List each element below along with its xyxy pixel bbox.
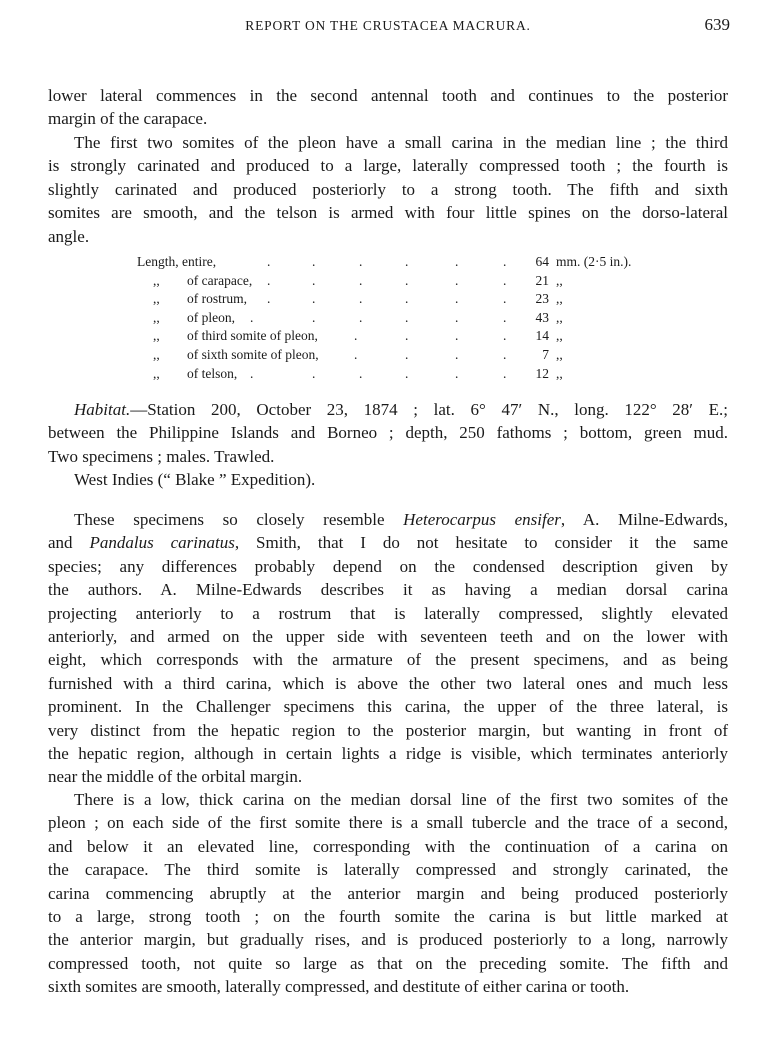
text-line [48, 578, 728, 601]
text-span: is strongly carinated and produced to a large, laterally compressed tooth ; the fourth is [48, 156, 728, 176]
text-line [48, 928, 728, 951]
table-row [137, 346, 657, 365]
measurement-label: of third somite of pleon, [187, 328, 318, 344]
measurement-value: 14 [535, 328, 549, 344]
dot: . [359, 291, 363, 307]
text-line [48, 742, 728, 765]
text-span: to a large, strong tooth ; on the fourth somite the carina is but little marked at [48, 906, 728, 926]
table-row [137, 365, 657, 384]
text-span: near the middle of the orbital margin. [48, 767, 303, 787]
text-line [48, 602, 728, 625]
dot: . [455, 291, 459, 307]
italic-text: Pandalus carinatus [89, 533, 235, 553]
text-line [48, 695, 728, 718]
text-line [48, 719, 728, 742]
text-line [48, 811, 728, 834]
measurement-unit: ,, [556, 272, 563, 288]
dot: . [267, 254, 271, 269]
text-line [48, 858, 728, 881]
text-span: the anterior margin, but gradually rises, and is produced posteriorly to a long, narrowly [48, 930, 728, 950]
dot: . [312, 365, 316, 381]
text-line [48, 225, 728, 248]
text-line [48, 882, 728, 905]
text-span: pleon ; on each side of the first somite there is a small tubercle and the trace of a second, [48, 813, 728, 833]
text-span: the hepatic region, although in certain lights a ridge is visible, which terminates anteriorly [48, 743, 728, 763]
text-span: —Station 200, October 23, 1874 ; lat. 6° 47′ N., long. 122° 28′ E.; [130, 400, 728, 419]
ditto-mark: ,, [153, 272, 160, 288]
dot: . [503, 328, 507, 344]
text-line [48, 201, 728, 224]
text-span: , Smith, that I do not hesitate to consider it the same [234, 533, 729, 553]
paragraph [48, 131, 728, 248]
ditto-mark: ,, [153, 328, 160, 344]
text-span: somites are smooth, and the telson is armed with four little spines on the dorso-lateral [48, 203, 728, 223]
text-line [48, 468, 728, 491]
measurement-unit: ,, [556, 291, 563, 307]
italic-text: Habitat. [74, 400, 131, 419]
text-line [48, 905, 728, 928]
measurement-label: of sixth somite of pleon, [187, 346, 319, 362]
table-row [137, 290, 657, 309]
dot: . [503, 309, 507, 325]
measurement-label: of pleon, [187, 309, 235, 325]
text-line [48, 625, 728, 648]
table-row [137, 309, 657, 328]
dot: . [503, 272, 507, 288]
text-span: projecting anteriorly to a rostrum that is laterally compressed, slightly elevated [48, 603, 728, 623]
measurement-value: 23 [535, 291, 549, 307]
text-line [48, 445, 728, 468]
measurement-value: 21 [535, 272, 549, 288]
paragraph [48, 788, 728, 999]
text-span: anteriorly, and armed on the upper side with seventeen teeth and on the lower with [48, 626, 728, 646]
dot: . [359, 365, 363, 381]
ditto-mark: ,, [153, 346, 160, 362]
table-row [137, 253, 657, 272]
paragraph [48, 398, 728, 468]
dot: . [312, 309, 316, 325]
dot: . [354, 328, 358, 344]
text-span: margin of the carapace. [48, 109, 208, 129]
dot: . [405, 291, 409, 307]
text-line [48, 555, 728, 578]
text-span: the authors. A. Milne-Edwards describes it as having a median dorsal carina [48, 580, 728, 600]
ditto-mark: ,, [153, 365, 160, 381]
measurement-value: 7 [542, 346, 549, 362]
text-span: The first two somites of the pleon have a small carina in the median line ; the third [74, 133, 728, 152]
text-span: the carapace. The third somite is laterally compressed and strongly carinated, the [48, 860, 728, 880]
dot: . [359, 309, 363, 325]
paragraph [48, 508, 728, 789]
dot: . [405, 254, 409, 269]
measurement-unit: ,, [556, 309, 563, 325]
dot: . [405, 365, 409, 381]
text-span: compressed tooth, not quite so large as that on the preceding somite. The fifth and [48, 953, 728, 973]
text-span: slightly carinated and produced posteriorly to a strong tooth. The fifth and sixth [48, 179, 728, 199]
dot: . [359, 254, 363, 269]
text-span: There is a low, thick carina on the median dorsal line of the first two somites of the [74, 790, 728, 809]
text-line [48, 835, 728, 858]
ditto-mark: ,, [153, 309, 160, 325]
text-line [48, 178, 728, 201]
running-title: REPORT ON THE CRUSTACEA MACRURA. [245, 18, 531, 33]
dot: . [405, 309, 409, 325]
ditto-mark: ,, [153, 291, 160, 307]
dot: . [250, 365, 254, 381]
text-span: These specimens so closely resemble [74, 510, 404, 529]
dot: . [455, 365, 459, 381]
paragraph [48, 468, 728, 491]
dot: . [312, 272, 316, 288]
dot: . [455, 309, 459, 325]
dot: . [405, 272, 409, 288]
dot: . [312, 254, 316, 269]
dot: . [503, 254, 507, 269]
page-number: 639 [704, 15, 730, 34]
text-line [48, 672, 728, 695]
dot: . [405, 346, 409, 362]
dot: . [354, 346, 358, 362]
dot: . [503, 346, 507, 362]
text-line [48, 421, 728, 444]
text-line [48, 508, 728, 531]
text-span: lower lateral commences in the second antennal tooth and continues to the posterior [48, 86, 728, 105]
text-line [48, 975, 728, 998]
text-span: very distinct from the hepatic region to the posterior margin, but wanting in front of [48, 720, 728, 740]
text-span: and below it an elevated line, corresponding with the continuation of a carina on [48, 836, 728, 856]
measurement-unit: ,, [556, 346, 563, 362]
measurement-value: 64 [535, 254, 549, 269]
text-line [48, 952, 728, 975]
table-row [137, 272, 657, 291]
measurement-value: 12 [535, 365, 549, 381]
dot: . [455, 346, 459, 362]
measurement-label: of rostrum, [187, 291, 247, 307]
text-line [48, 84, 728, 107]
dot: . [455, 272, 459, 288]
text-span: West Indies (“ Blake ” Expedition). [74, 470, 316, 489]
table-row [137, 327, 657, 346]
text-span: carina commencing abruptly at the anterior margin and being produced posteriorly [48, 883, 728, 903]
dot: . [503, 365, 507, 381]
text-span: eight, which corresponds with the armature of the present specimens, and as being [48, 650, 728, 670]
dot: . [503, 291, 507, 307]
measurement-label: of telson, [187, 365, 238, 381]
text-span: sixth somites are smooth, laterally compressed, and destitute of either carina or tooth. [48, 977, 630, 997]
text-span: and [48, 533, 90, 553]
dot: . [359, 272, 363, 288]
text-span: between the Philippine Islands and Borneo ; depth, 250 fathoms ; bottom, green mud. [48, 423, 728, 443]
text-span: prominent. In the Challenger specimens this carina, the upper of the three lateral, is [48, 697, 728, 717]
text-span: Two specimens ; males. Trawled. [48, 446, 275, 466]
dot: . [250, 309, 254, 325]
italic-text: Heterocarpus ensifer [403, 510, 561, 529]
text-line [48, 788, 728, 811]
measurement-label: Length, entire, [137, 254, 217, 269]
paragraph [48, 84, 728, 131]
dot: . [455, 328, 459, 344]
dot: . [312, 291, 316, 307]
dot: . [455, 254, 459, 269]
text-span: species; any differences probably depend on the condensed description given by [48, 556, 728, 576]
measurement-value: 43 [535, 309, 549, 325]
text-line [48, 648, 728, 671]
text-span: angle. [48, 226, 90, 246]
text-line [48, 154, 728, 177]
measurement-label: of carapace, [187, 272, 253, 288]
text-line [48, 765, 728, 788]
measurement-unit: ,, [556, 328, 563, 344]
dot: . [267, 272, 271, 288]
text-line [48, 131, 728, 154]
measurement-unit: mm. (2·5 in.). [556, 254, 632, 269]
text-line [48, 107, 728, 130]
text-span: furnished with a third carina, which is above the other two lateral ones and much less [48, 673, 728, 693]
text-line [48, 531, 728, 554]
dot: . [405, 328, 409, 344]
text-span: , A. Milne-Edwards, [560, 510, 728, 529]
measurements-table [137, 253, 657, 383]
dot: . [267, 291, 271, 307]
measurement-unit: ,, [556, 365, 563, 381]
text-line [48, 398, 728, 421]
